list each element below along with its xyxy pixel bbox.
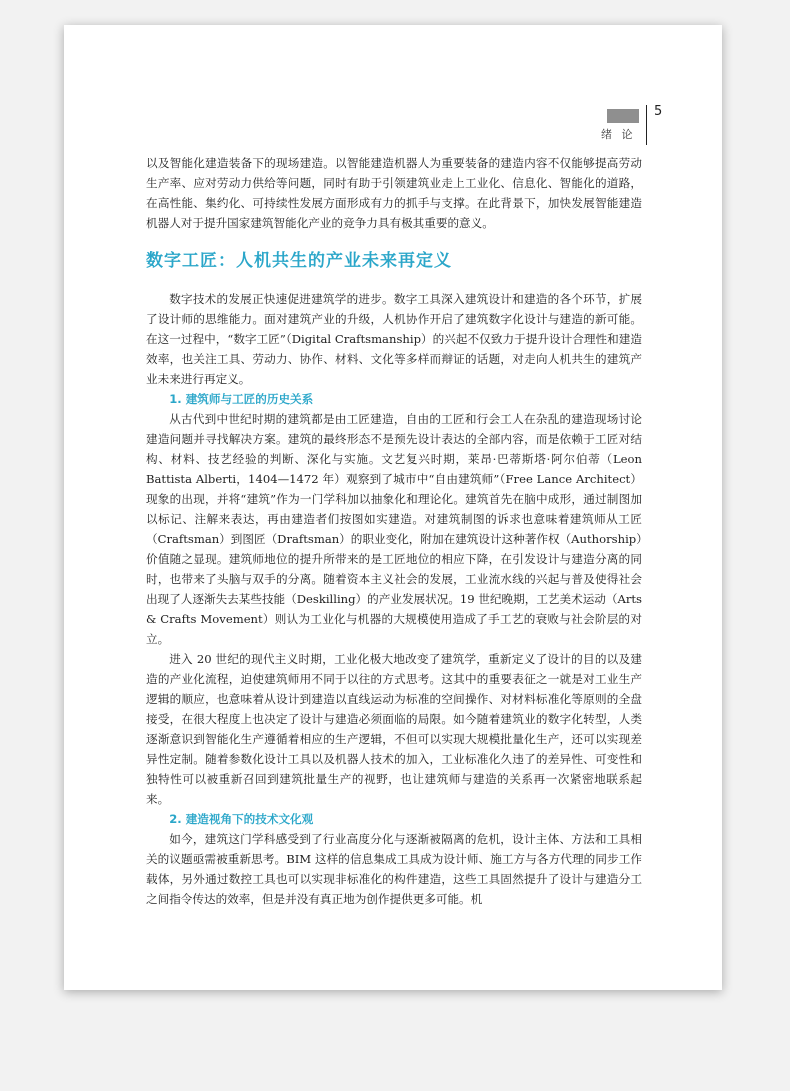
page-body (146, 153, 642, 909)
chapter-tab-bar (607, 109, 639, 123)
header-divider (646, 105, 647, 145)
subsection-2-paragraph-1: 如今，建筑这门学科感受到了行业高度分化与逐渐被隔离的危机，设计主体、方法和工具相关的议题亟需被重新思考。BIM 这样的信息集成工具成为设计师、施工方与各方代理的同步工作载体，另外通过数控工具也可以实现非标准化的构件建造，这些工具固然提升了设计与建造分工之间指令传达的效率，但是并没有真正地为创作提供更多可能。机 (146, 832, 642, 906)
subsection-1-paragraph-2: 进入 20 世纪的现代主义时期，工业化极大地改变了建筑学，重新定义了设计的目的以及建造的产业化流程，迫使建筑师用不同于以往的方式思考。这其中的重要表征之一就是对工业生产逻辑的顺应，也意味着从设计到建造以直线运动为标准的空间操作、对材料标准化等原则的全盘接受，在很大程度上也决定了设计与建造必须面临的局限。如今随着建筑业的数字化转型，人类逐渐意识到智能化生产遵循着相应的生产逻辑，不但可以实现大规模批量化生产，还可以实现差异性定制。随着参数化设计工具以及机器人技术的加入，工业标准化久违了的差异性、可变性和独特性可以被重新召回到建筑批量生产的视野，也让建筑师与建造的关系再一次紧密地联系起来。 (146, 652, 642, 806)
section-title: 数字工匠：人机共生的产业未来再定义 (146, 251, 452, 271)
subsection-1-title: 1. 建筑师与工匠的历史关系 (169, 392, 314, 406)
subsection-1-paragraph-1: 从古代到中世纪时期的建筑都是由工匠建造，自由的工匠和行会工人在杂乱的建造现场讨论建造问题并寻找解决方案。建筑的最终形态不是预先设计表达的全部内容，而是依赖于工匠对结构、材料、技艺经验的判断、深化与实施。文艺复兴时期，莱昂·巴蒂斯塔·阿尔伯蒂（Leon Battista Alberti，1404—1472 年）观察到了城市中“自由建筑师”（Free Lance Architect）现象的出现，并将“建筑”作为一门学科加以抽象化和理论化。建筑首先在脑中成形，通过制图加以标记、注解来表达，再由建造者们按图如实建造。对建筑制图的诉求也意味着建筑师从工匠（Craftsman）到图匠（Draftsman）的职业变化，附加在建筑设计这种著作权（Authorship）价值随之显现。建筑师地位的提升所带来的是工匠地位的相应下降，在引发设计与建造分离的同时，也带来了头脑与双手的分离。随着资本主义社会的发展，工业流水线的兴起与普及使得社会出现了人逐渐失去某些技能（Deskilling）的产业发展状况。19 世纪晚期，工艺美术运动（Arts & Crafts Movement）则认为工业化与机器的大规模使用造成了手工艺的衰败与社会阶层的对立。 (146, 412, 643, 646)
book-page (64, 25, 722, 990)
chapter-label: 绪 论 (601, 128, 636, 141)
intro-paragraph: 以及智能化建造装备下的现场建造。以智能建造机器人为重要装备的建造内容不仅能够提高劳动生产率、应对劳动力供给等问题，同时有助于引领建筑业走上工业化、信息化、智能化的道路，在高性能、集约化、可持续性发展方面形成有力的抓手与支撑。在此背景下，加快发展智能建造机器人对于提升国家建筑智能化产业的竞争力具有极其重要的意义。 (146, 156, 642, 230)
subsection-2-title: 2. 建造视角下的技术文化观 (169, 812, 314, 826)
page-number: 5 (654, 104, 663, 119)
section-paragraph: 数字技术的发展正快速促进建筑学的进步。数字工具深入建筑设计和建造的各个环节，扩展了设计师的思维能力。面对建筑产业的升级，人机协作开启了建筑数字化设计与建造的新可能。在这一过程中，“数字工匠”（Digital Craftsmanship）的兴起不仅致力于提升设计合理性和建造效率，也关注工具、劳动力、协作、材料、文化等多样而辩证的话题，对走向人机共生的建筑产业未来进行再定义。 (146, 292, 642, 386)
